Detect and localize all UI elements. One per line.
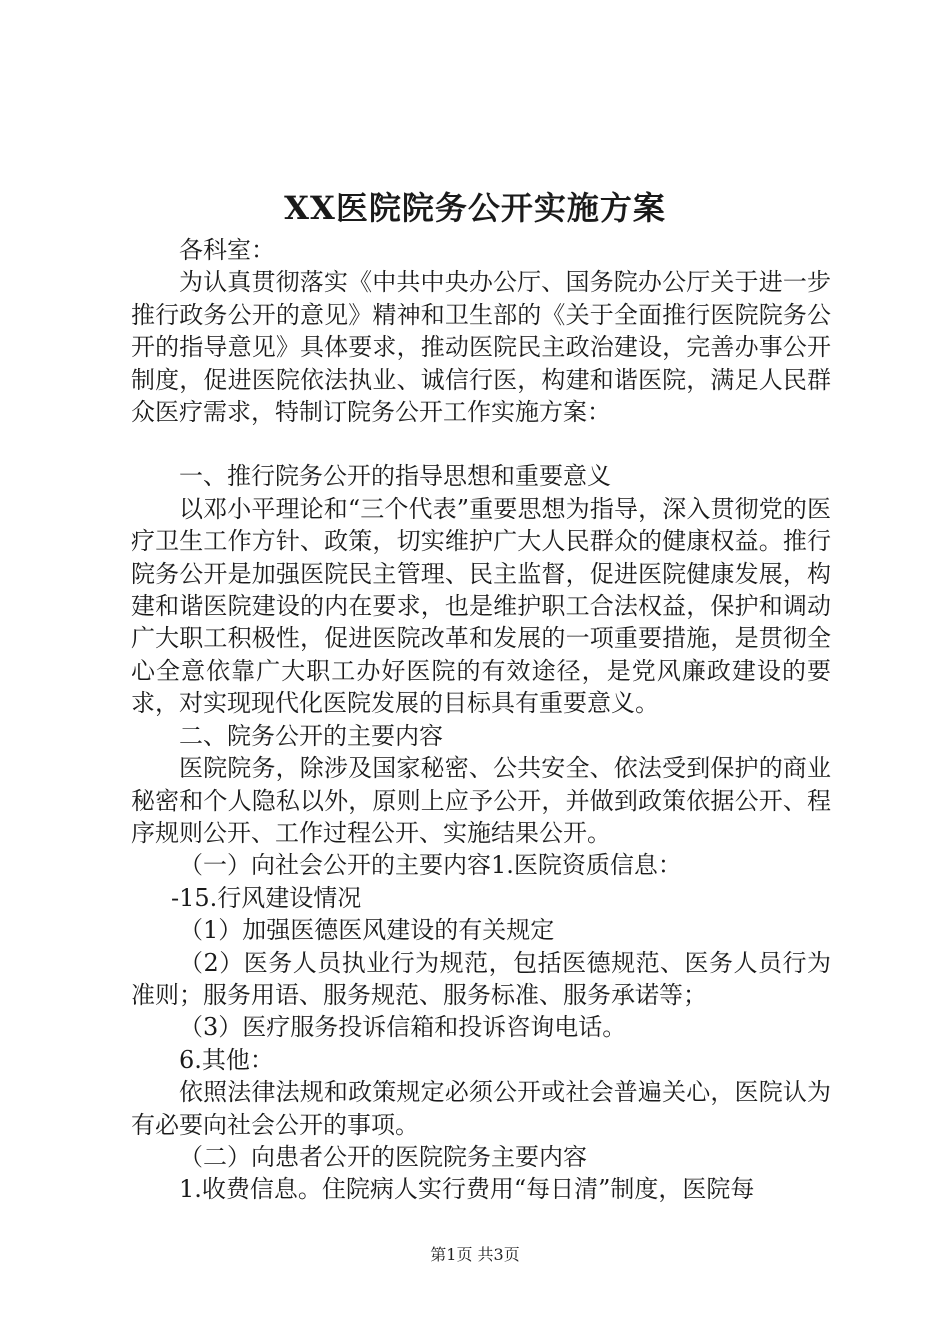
paragraph-gap [131, 428, 831, 460]
subsection2-heading: （二）向患者公开的医院院务主要内容 [179, 1142, 587, 1171]
section1-paragraph: 以邓小平理论和“三个代表”重要思想为指导，深入贯彻党的医疗卫生工作方针、政策，切实维护广大人民群众的健康权益。推行院务公开是加强医院民主管理、民主监督，促进医院健康发展，构建和谐医院建设的内在要求，也是维护职工合法权益，保护和调动广大职工积极性，促进医院改革和发展的一项重要措施，是贯彻全心全意依靠广大职工办好医院的有效途径，是党风廉政建设的要求，对实现现代化医院发展的目标具有重要意义。 [131, 494, 831, 718]
item-6-heading: 6.其他： [179, 1045, 274, 1074]
page-footer: 第1页 共3页 [430, 1245, 520, 1264]
intro-paragraph: 为认真贯彻落实《中共中央办公厅、国务院办公厅关于进一步推行政务公开的意见》精神和卫生部的《关于全面推行医院院务公开的指导意见》具体要求，推动医院民主政治建设，完善办事公开制度，促进医院依法执业、诚信行医，构建和谐医院，满足人民群众医疗需求，特制订院务公开工作实施方案： [131, 268, 831, 427]
document-body [131, 234, 831, 1206]
subsection1-heading: （一）向社会公开的主要内容1.医院资质信息： [179, 851, 682, 880]
list-item-3: （3）医疗服务投诉信箱和投诉咨询电话。 [179, 1013, 627, 1042]
section1-heading: 一、推行院务公开的指导思想和重要意义 [179, 462, 611, 491]
subsection2-item-1: 1.收费信息。住院病人实行费用“每日清”制度，医院每 [179, 1175, 755, 1204]
item-6-paragraph: 依照法律法规和政策规定必须公开或社会普遍关心，医院认为有必要向社会公开的事项。 [131, 1078, 831, 1139]
list-item-1: （1）加强医德医风建设的有关规定 [179, 916, 555, 945]
document-title: XX医院院务公开实施方案 [284, 189, 666, 227]
item-range: -15.行风建设情况 [171, 883, 362, 912]
list-item-2: （2）医务人员执业行为规范，包括医德规范、医务人员行为准则；服务用语、服务规范、服务标准、服务承诺等； [131, 948, 831, 1009]
section2-heading: 二、院务公开的主要内容 [179, 721, 443, 750]
salutation: 各科室： [179, 236, 275, 264]
section2-paragraph: 医院院务，除涉及国家秘密、公共安全、依法受到保护的商业秘密和个人隐私以外，原则上应予公开，并做到政策依据公开、程序规则公开、工作过程公开、实施结果公开。 [131, 754, 831, 847]
